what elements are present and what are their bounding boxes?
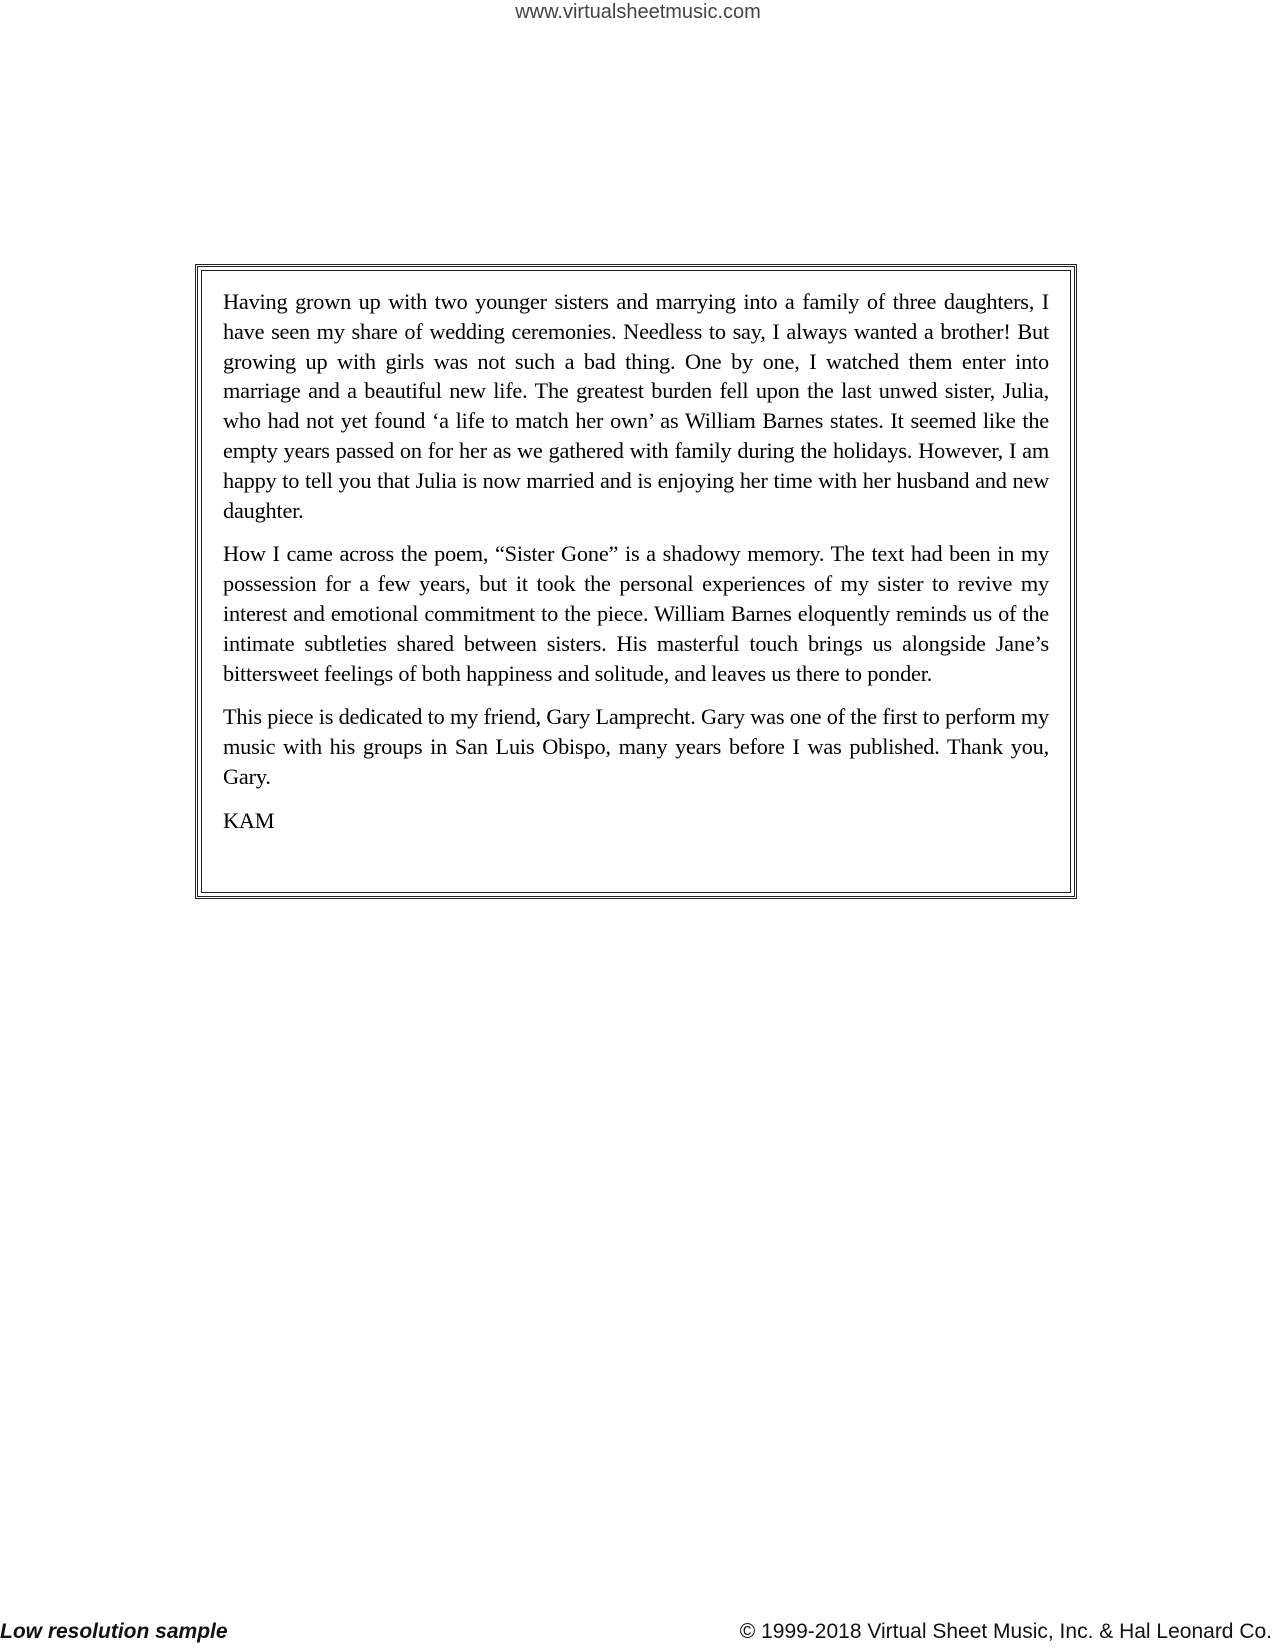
note-paragraph-2: How I came across the poem, “Sister Gone” is a shadowy memory. The text had been in my possession for a few years, but it took the personal experiences of my sister to revive my interest and emotional commitment to the piece. William Barnes eloquently reminds us of the intimate subtleties shared between sisters. His masterful touch brings us alongside Jane’s bittersweet feelings of both happiness and solitude, and leaves us there to ponder.	[223, 541, 1049, 686]
copyright-notice: © 1999-2018 Virtual Sheet Music, Inc. & Hal Leonard Co.	[739, 1620, 1272, 1643]
note-signature: KAM	[223, 807, 275, 833]
note-paragraph-1: Having grown up with two younger sisters and marrying into a family of three daughters, I have seen my share of wedding ceremonies. Needless to say, I always wanted a brother! But growing up with girls was not such a bad thing. One by one, I watched them enter into marriage and a beautiful new life. The greatest burden fell upon the last unwed sister, Julia, who had not yet found ‘a life to match her own’ as William Barnes states. It seemed like the empty years passed on for her as we gathered with family during the holidays. However, I am happy to tell you that Julia is now married and is enjoying her time with her husband and new daughter.	[223, 289, 1049, 523]
composer-note-box	[195, 264, 1077, 899]
note-paragraph-3: This piece is dedicated to my friend, Gary Lamprecht. Gary was one of the first to perform my music with his groups in San Luis Obispo, many years before I was published. Thank you, Gary.	[223, 704, 1049, 789]
low-resolution-label: Low resolution sample	[0, 1620, 228, 1643]
site-url: www.virtualsheetmusic.com	[515, 1, 761, 23]
composer-note-content	[201, 270, 1071, 893]
